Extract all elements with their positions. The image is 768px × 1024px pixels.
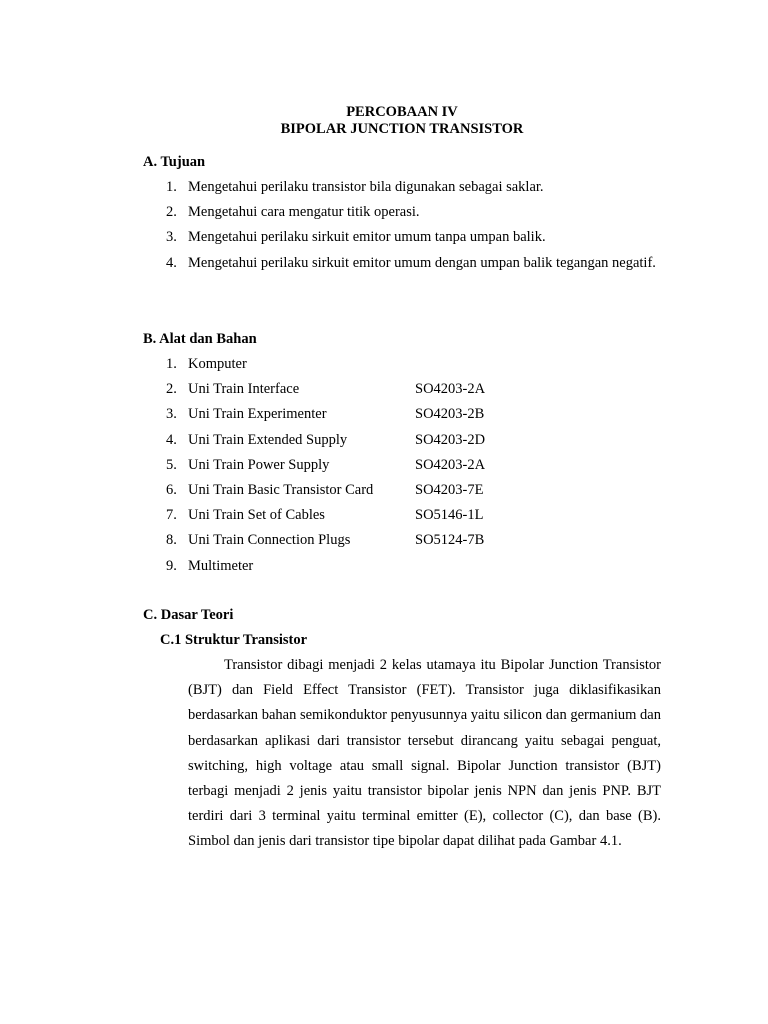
list-item-code: SO4203-2D bbox=[415, 431, 486, 448]
list-item-text: Mengetahui perilaku sirkuit emitor umum dengan umpan balik tegangan negatif. bbox=[188, 254, 656, 271]
list-item bbox=[143, 402, 661, 427]
section-b-list bbox=[143, 352, 661, 579]
document-title-line1: PERCOBAAN IV bbox=[346, 104, 458, 120]
list-item bbox=[143, 554, 661, 579]
section-b-heading: B. Alat dan Bahan bbox=[143, 331, 257, 347]
list-item-code: SO5124-7B bbox=[415, 532, 485, 549]
list-item bbox=[143, 478, 661, 503]
list-item-text: Uni Train Connection Plugs bbox=[188, 532, 351, 549]
list-item bbox=[143, 503, 661, 528]
section-c1-heading: C.1 Struktur Transistor bbox=[160, 632, 308, 648]
list-item-text: Mengetahui cara mengatur titik operasi. bbox=[188, 204, 420, 221]
list-item bbox=[143, 175, 661, 200]
theory-paragraph: Transistor dibagi menjadi 2 kelas utamaya itu Bipolar Junction Transistor (BJT) dan Field Effect Transistor (FET). Transistor juga diklasifikasikan berdasarkan bahan semikonduktor penyusunnya yaitu silicon dan germanium dan berdasarkan aplikasi dari transistor tersebut dirancang yaitu sebagai penguat, switching, high voltage atau small signal. Bipolar Junction transistor (BJT) terbagi menjadi 2 jenis yaitu transistor bipolar jenis NPN dan jenis PNP. BJT terdiri dari 3 terminal yaitu terminal emitter (E), collector (C), dan base (B). Simbol dan jenis dari transistor tipe bipolar dapat dilihat pada Gambar 4.1. bbox=[188, 657, 661, 850]
section-a-list bbox=[143, 175, 661, 276]
list-item-code: SO4203-2A bbox=[415, 456, 486, 473]
list-item-text: Mengetahui perilaku transistor bila digunakan sebagai saklar. bbox=[188, 179, 544, 195]
list-item-code: SO4203-7E bbox=[415, 482, 484, 499]
list-item-number: 3. bbox=[166, 406, 177, 423]
document-title-line2: BIPOLAR JUNCTION TRANSISTOR bbox=[280, 121, 524, 137]
list-item-number: 5. bbox=[166, 456, 177, 473]
list-item-code: SO4203-2B bbox=[415, 406, 485, 423]
list-item-number: 8. bbox=[166, 532, 177, 549]
list-item-text: Uni Train Extended Supply bbox=[188, 431, 348, 448]
list-item-code: SO5146-1L bbox=[415, 507, 484, 524]
list-item-number: 2. bbox=[166, 381, 177, 398]
list-item-text: Mengetahui perilaku sirkuit emitor umum tanpa umpan balik. bbox=[188, 229, 546, 246]
list-item-text: Komputer bbox=[188, 356, 247, 372]
list-item bbox=[143, 377, 661, 402]
list-item bbox=[143, 453, 661, 478]
list-item bbox=[143, 528, 661, 553]
list-item-number: 3. bbox=[166, 229, 177, 246]
section-c-heading: C. Dasar Teori bbox=[143, 607, 234, 623]
list-item bbox=[143, 352, 661, 377]
list-item-number: 4. bbox=[166, 431, 177, 448]
list-item-text: Uni Train Interface bbox=[188, 381, 300, 398]
list-item-text: Uni Train Basic Transistor Card bbox=[188, 482, 374, 499]
list-item-code: SO4203-2A bbox=[415, 381, 486, 398]
list-item-number: 2. bbox=[166, 204, 177, 221]
list-item-text: Uni Train Set of Cables bbox=[188, 507, 325, 524]
list-item-number: 1. bbox=[166, 356, 177, 372]
list-item-text: Multimeter bbox=[188, 557, 254, 574]
list-item-number: 9. bbox=[166, 557, 177, 574]
list-item-number: 1. bbox=[166, 179, 177, 195]
list-item bbox=[143, 200, 661, 225]
list-item bbox=[143, 428, 661, 453]
list-item-number: 4. bbox=[166, 254, 177, 271]
list-item-number: 7. bbox=[166, 507, 177, 524]
section-a-heading: A. Tujuan bbox=[143, 154, 206, 170]
list-item bbox=[143, 225, 661, 250]
list-item-number: 6. bbox=[166, 482, 177, 499]
list-item-text: Uni Train Experimenter bbox=[188, 406, 327, 423]
list-item bbox=[143, 251, 661, 276]
list-item-text: Uni Train Power Supply bbox=[188, 456, 330, 473]
